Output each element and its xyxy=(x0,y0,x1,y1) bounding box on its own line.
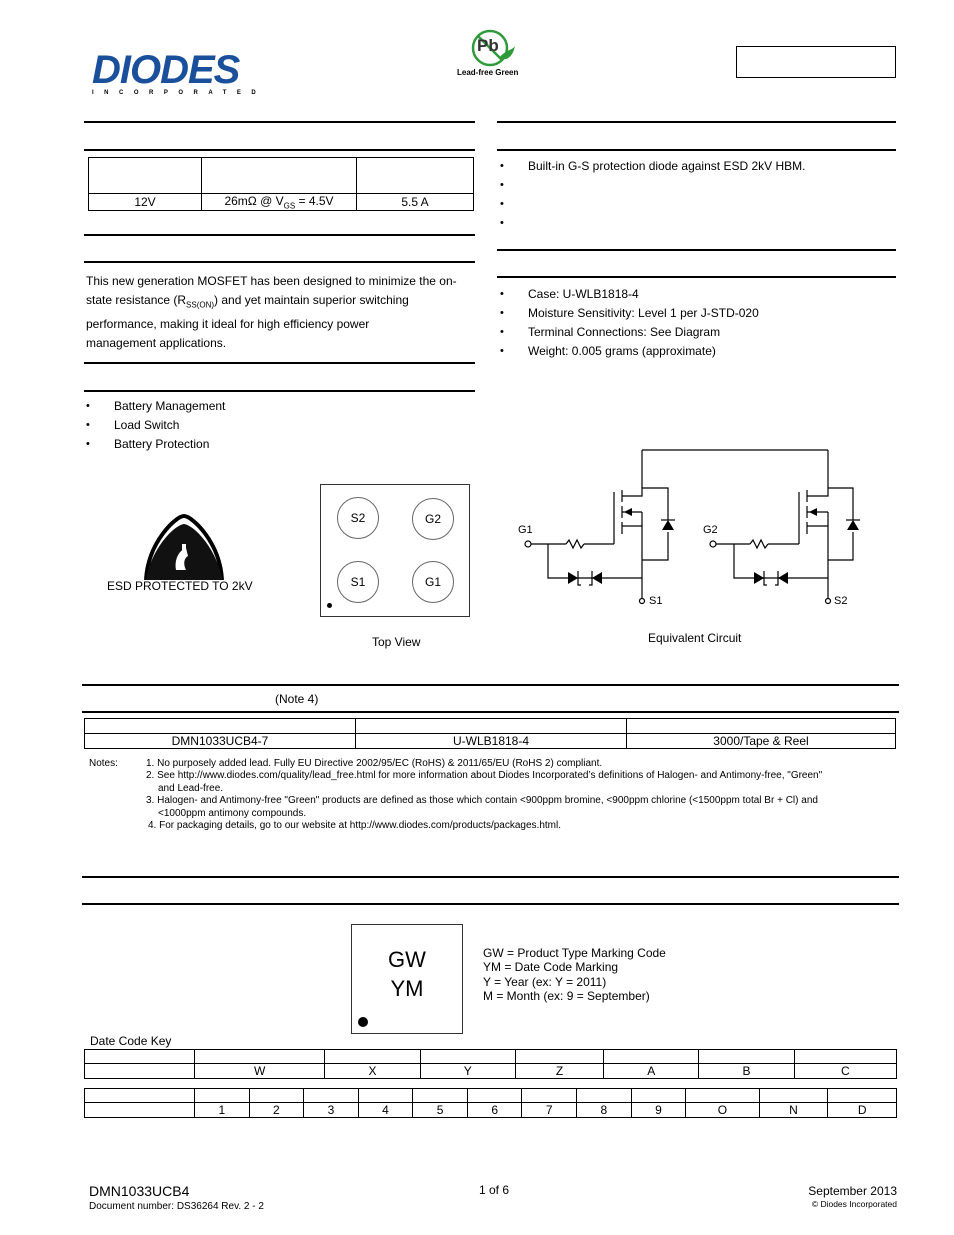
list-item: • Built-in G-S protection diode against ESD 2kV HBM. xyxy=(500,157,805,176)
note-1: 1. No purposely added lead. Fully EU Directive 2002/95/EC (RoHS) & 2011/65/EU (RoHS 2) compliant. xyxy=(146,758,603,769)
logo-subtext: INCORPORATED xyxy=(92,90,267,96)
marking-line-1: GW xyxy=(388,947,426,972)
section-rule xyxy=(497,121,896,123)
ordering-header xyxy=(85,719,356,734)
mechanical-list xyxy=(500,285,759,361)
section-rule xyxy=(84,234,475,236)
circuit-label-g2: G2 xyxy=(703,524,718,536)
list-item: • Battery Management xyxy=(86,397,225,416)
month-code: N xyxy=(759,1103,828,1118)
list-item xyxy=(500,195,805,214)
month-code: 1 xyxy=(195,1103,250,1118)
month-code: 7 xyxy=(522,1103,577,1118)
note-2-cont: and Lead-free. xyxy=(158,783,224,794)
year-code: Y xyxy=(420,1064,515,1079)
list-item: • Battery Protection xyxy=(86,435,225,454)
list-item xyxy=(500,176,805,195)
year-code: Z xyxy=(515,1064,603,1079)
circuit-label-s2: S2 xyxy=(834,595,848,607)
section-rule xyxy=(84,390,475,392)
notes-label: Notes: xyxy=(89,758,118,769)
circuit-label-s1: S1 xyxy=(649,595,663,607)
ordering-table xyxy=(84,718,896,749)
description-text: This new generation MOSFET has been designed to minimize the on- state resistance $(R_{SS(ON)})$ and yet maintain superior switching performance, making it ideal for high efficiency power management applications. xyxy=(86,274,457,350)
circuit-caption: Equivalent Circuit xyxy=(648,631,742,645)
month-code: 5 xyxy=(413,1103,468,1118)
ordering-header xyxy=(356,719,627,734)
product-summary-table xyxy=(88,157,474,211)
esd-label: ESD PROTECTED TO 2kV xyxy=(107,579,253,593)
diodes-logo xyxy=(92,48,267,100)
pin1-dot xyxy=(327,603,332,608)
list-item: • Load Switch xyxy=(86,416,225,435)
list-item: • Weight: 0.005 grams (approximate) xyxy=(500,342,759,361)
list-item: • Case: U-WLB1818-4 xyxy=(500,285,759,304)
top-view-package xyxy=(320,484,470,617)
year-code: W xyxy=(195,1064,325,1079)
footer-part-number: DMN1033UCB4 xyxy=(89,1183,190,1199)
pb-symbol: Pb xyxy=(477,36,499,55)
summary-header xyxy=(357,158,474,194)
date-code-title: Date Code Key xyxy=(90,1034,172,1048)
month-code: 3 xyxy=(304,1103,359,1118)
pad-g2: G2 xyxy=(412,498,454,540)
list-item: • Moisture Sensitivity: Level 1 per J-STD-020 xyxy=(500,304,759,323)
section-rule xyxy=(82,684,899,686)
month-code: O xyxy=(686,1103,759,1118)
circuit-label-g1: G1 xyxy=(518,524,533,536)
pin1-dot xyxy=(358,1017,368,1027)
month-code: 2 xyxy=(249,1103,304,1118)
part-number-box xyxy=(736,46,896,78)
rds-value: 26mΩ @ $V_{GS} = 4.5V$ xyxy=(202,194,357,211)
pad-g1: G1 xyxy=(412,561,454,603)
top-view-caption: Top View xyxy=(372,635,421,649)
logo-text: DIODES xyxy=(92,48,240,92)
leadfree-label: Lead-free Green xyxy=(457,68,519,77)
footer-page-number: 1 of 6 xyxy=(479,1183,510,1197)
note-3-cont: <1000ppm antimony compounds. xyxy=(158,808,307,819)
marking-package xyxy=(351,924,463,1034)
summary-header xyxy=(202,158,357,194)
month-code: 4 xyxy=(358,1103,413,1118)
section-rule xyxy=(497,276,896,278)
section-rule xyxy=(497,249,896,251)
year-code: X xyxy=(325,1064,420,1079)
note-3: 3. Halogen- and Antimony-free "Green" products are defined as those which contain <900ppm bromine, <900ppm chlorine (<1500ppm total Br + Cl) and xyxy=(146,795,818,806)
marking-legend: GW = Product Type Marking Code YM = Date Code Marking Y = Year (ex: Y = 2011) M = Month (ex: 9 = September) xyxy=(483,946,666,1003)
month-code: 9 xyxy=(631,1103,686,1118)
ordering-header xyxy=(627,719,896,734)
year-code-table xyxy=(84,1049,897,1079)
month-code: 6 xyxy=(467,1103,522,1118)
pad-s1: S1 xyxy=(337,561,379,603)
year-code: A xyxy=(604,1064,699,1079)
ordering-case: U-WLB1818-4 xyxy=(356,734,627,749)
section-rule xyxy=(82,711,899,713)
vdss-value: 12V xyxy=(89,194,202,211)
ordering-packaging: 3000/Tape & Reel xyxy=(627,734,896,749)
summary-header xyxy=(89,158,202,194)
footer-document-number: Document number: DS36264 Rev. 2 - 2 xyxy=(89,1201,264,1212)
section-rule xyxy=(84,362,475,364)
section-rule xyxy=(82,903,899,905)
note-2: 2. See http://www.diodes.com/quality/lead_free.html for more information about Diodes Incorporated’s definitions of Halogen- and Antimony-free, "Green" xyxy=(146,770,823,781)
year-code: C xyxy=(794,1064,896,1079)
section-rule xyxy=(84,149,475,151)
leadfree-badge xyxy=(455,28,527,78)
id-value: 5.5 A xyxy=(357,194,474,211)
section-rule xyxy=(497,149,896,151)
footer-copyright: © Diodes Incorporated xyxy=(811,1199,897,1209)
section-rule xyxy=(84,121,475,123)
list-item: • Terminal Connections: See Diagram xyxy=(500,323,759,342)
ordering-note-ref: (Note 4) xyxy=(275,692,319,706)
list-item xyxy=(500,214,805,233)
pad-s2: S2 xyxy=(337,497,379,539)
note-4: 4. For packaging details, go to our website at http://www.diodes.com/products/packages.html. xyxy=(148,820,561,831)
applications-list xyxy=(86,397,225,454)
ordering-part: DMN1033UCB4-7 xyxy=(85,734,356,749)
footer-date: September 2013 xyxy=(808,1184,897,1198)
features-list xyxy=(500,157,805,233)
section-rule xyxy=(84,261,475,263)
section-rule xyxy=(82,876,899,878)
esd-warning-icon xyxy=(136,512,232,584)
month-code: D xyxy=(828,1103,897,1118)
month-code: 8 xyxy=(577,1103,632,1118)
year-code: B xyxy=(699,1064,794,1079)
marking-line-2: YM xyxy=(390,976,424,1001)
equivalent-circuit-diagram xyxy=(510,440,870,615)
month-code-table xyxy=(84,1088,897,1118)
